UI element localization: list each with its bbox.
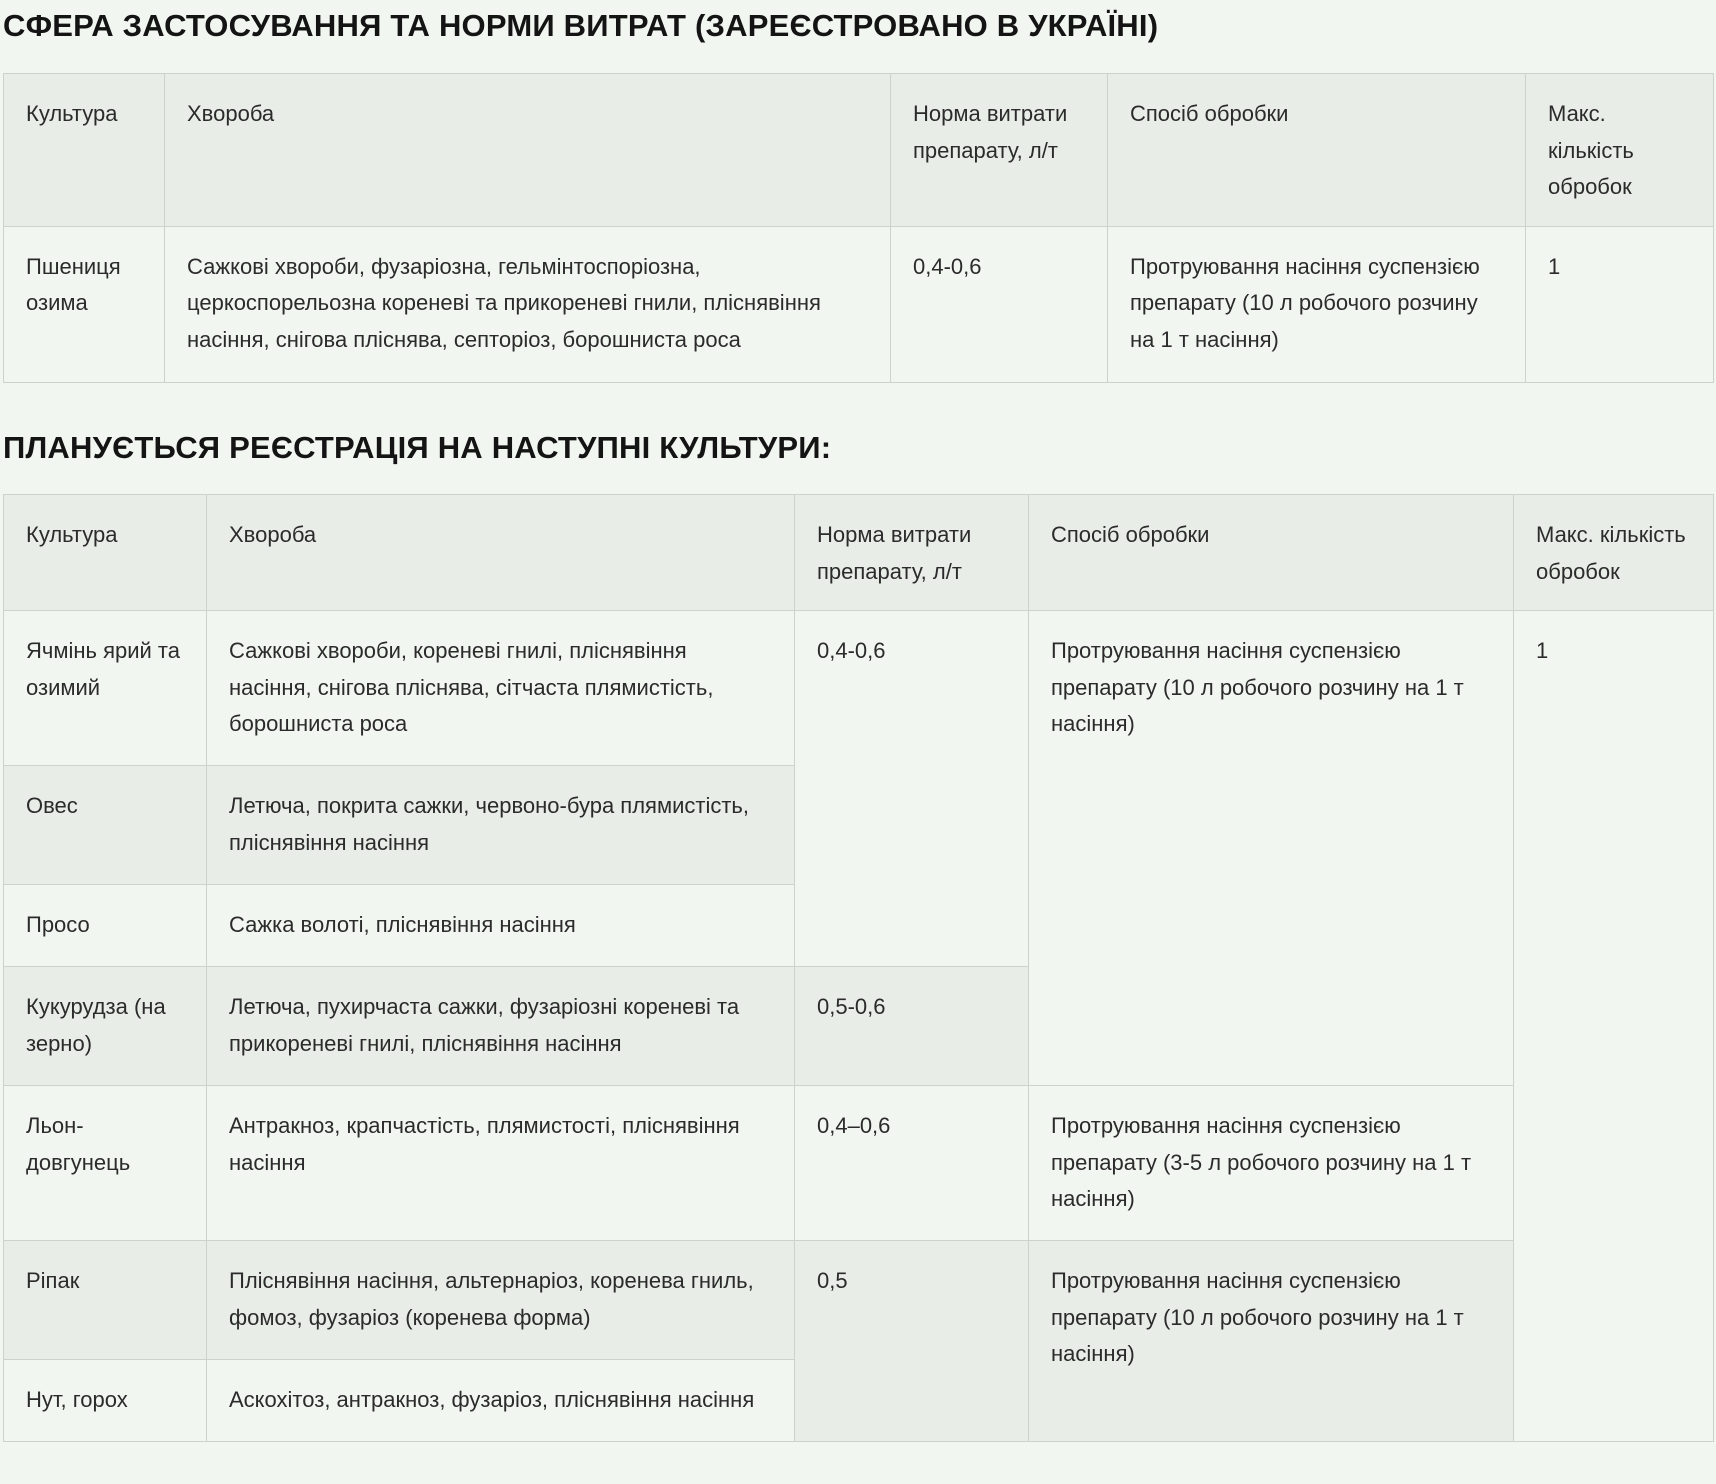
method-cell: Протруювання насіння суспензією препарату (10 л робочого розчину на 1 т насіння) — [1029, 1241, 1514, 1442]
section-title-registered: СФЕРА ЗАСТОСУВАННЯ ТА НОРМИ ВИТРАТ (ЗАРЕЄСТРОВАНО В УКРАЇНІ) — [3, 8, 1159, 43]
header-disease: Хвороба — [165, 74, 891, 227]
table-row — [4, 1241, 1714, 1360]
culture-cell: Пшениця озима — [4, 226, 165, 382]
header-culture: Культура — [4, 495, 207, 611]
table-header-row — [4, 74, 1714, 227]
table-row — [4, 611, 1714, 766]
rate-cell: 0,4-0,6 — [891, 226, 1108, 382]
culture-cell: Ячмінь ярий та озимий — [4, 611, 207, 766]
header-max-treatments: Макс. кількість обробок — [1526, 74, 1714, 227]
disease-cell: Аскохітоз, антракноз, фузаріоз, пліснявіння насіння — [207, 1360, 795, 1442]
method-cell: Протруювання насіння суспензією препарату (10 л робочого розчину на 1 т насіння) — [1108, 226, 1526, 382]
method-cell: Протруювання насіння суспензією препарату (3-5 л робочого розчину на 1 т насіння) — [1029, 1086, 1514, 1241]
section-title-planned: ПЛАНУЄТЬСЯ РЕЄСТРАЦІЯ НА НАСТУПНІ КУЛЬТУРИ: — [3, 430, 832, 465]
header-method: Спосіб обробки — [1029, 495, 1514, 611]
rate-cell: 0,4-0,6 — [795, 611, 1029, 967]
rate-cell: 0,4–0,6 — [795, 1086, 1029, 1241]
disease-cell: Сажка волоті, пліснявіння насіння — [207, 885, 795, 967]
header-rate: Норма витрати препарату, л/т — [795, 495, 1029, 611]
rate-cell: 0,5 — [795, 1241, 1029, 1442]
culture-cell: Кукурудза (на зерно) — [4, 967, 207, 1086]
header-rate: Норма витрати препарату, л/т — [891, 74, 1108, 227]
disease-cell: Пліснявіння насіння, альтернаріоз, коренева гниль, фомоз, фузаріоз (коренева форма) — [207, 1241, 795, 1360]
culture-cell: Ріпак — [4, 1241, 207, 1360]
disease-cell: Сажкові хвороби, кореневі гнилі, пліснявіння насіння, снігова пліснява, сітчаста плямистість, борошниста роса — [207, 611, 795, 766]
culture-cell: Овес — [4, 766, 207, 885]
registered-usage-table — [3, 73, 1714, 383]
disease-cell: Сажкові хвороби, фузаріозна, гельмінтоспоріозна, церкоспорельозна кореневі та прикореневі гнили, пліснявіння насіння, снігова пліснява, септоріоз, борошниста роса — [165, 226, 891, 382]
disease-cell: Летюча, пухирчаста сажки, фузаріозні кореневі та прикореневі гнилі, пліснявіння насіння — [207, 967, 795, 1086]
max-treatments-cell: 1 — [1514, 611, 1714, 1442]
disease-cell: Антракноз, крапчастість, плямистості, пліснявіння насіння — [207, 1086, 795, 1241]
max-treatments-cell: 1 — [1526, 226, 1714, 382]
header-disease: Хвороба — [207, 495, 795, 611]
table-row — [4, 1086, 1714, 1241]
header-max-treatments: Макс. кількість обробок — [1514, 495, 1714, 611]
header-culture: Культура — [4, 74, 165, 227]
header-method: Спосіб обробки — [1108, 74, 1526, 227]
disease-cell: Летюча, покрита сажки, червоно-бура плямистість, пліснявіння насіння — [207, 766, 795, 885]
rate-cell: 0,5-0,6 — [795, 967, 1029, 1086]
table-row — [4, 226, 1714, 382]
table-header-row — [4, 495, 1714, 611]
planned-registration-table — [3, 494, 1714, 1442]
method-cell: Протруювання насіння суспензією препарату (10 л робочого розчину на 1 т насіння) — [1029, 611, 1514, 1086]
culture-cell: Просо — [4, 885, 207, 967]
culture-cell: Нут, горох — [4, 1360, 207, 1442]
culture-cell: Льон-довгунець — [4, 1086, 207, 1241]
